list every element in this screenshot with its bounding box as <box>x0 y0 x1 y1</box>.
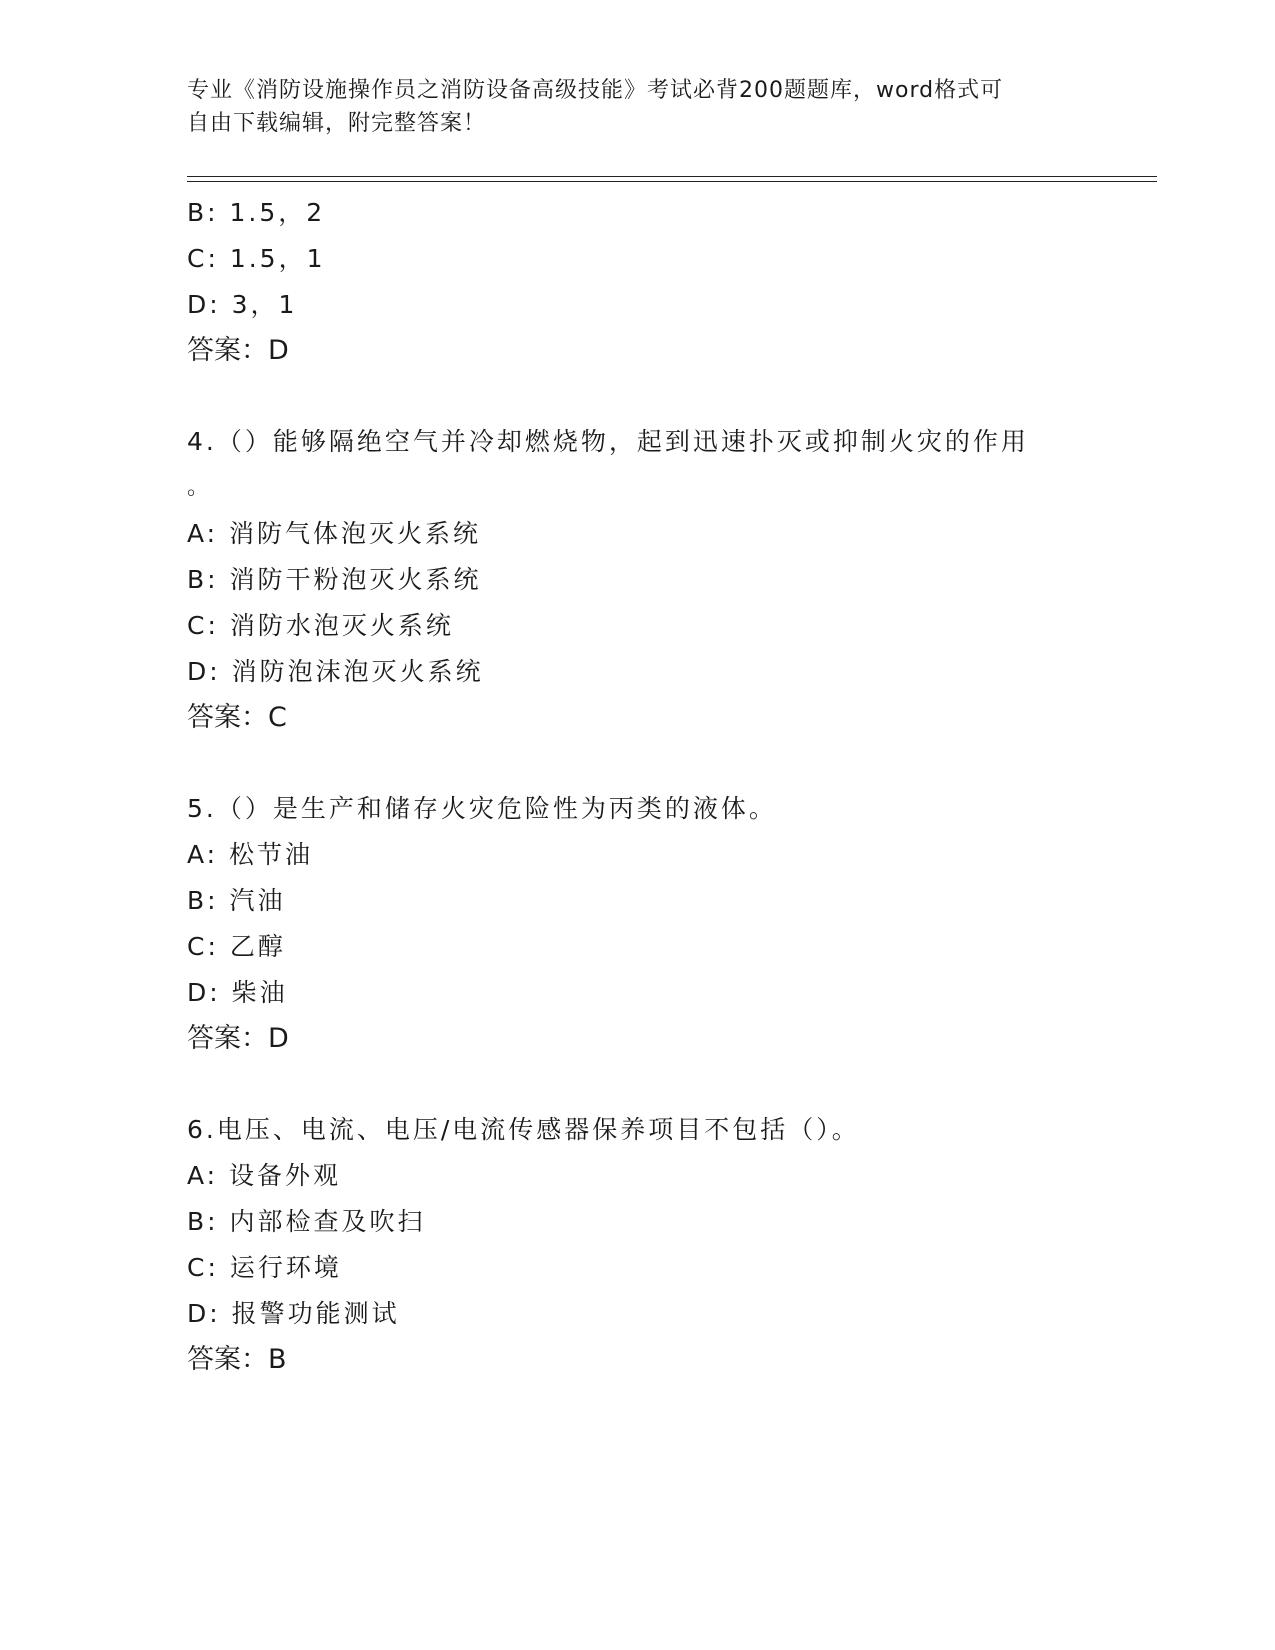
option-c: C: 乙醇 <box>187 932 286 961</box>
spacer <box>187 741 1147 786</box>
option-d: D: 报警功能测试 <box>187 1299 400 1328</box>
question-5 <box>187 786 1147 1062</box>
answer: 答案：D <box>187 335 289 366</box>
header-divider-top <box>187 176 1157 177</box>
option-d: D: 柴油 <box>187 978 288 1007</box>
question-content <box>187 190 1147 1383</box>
option-d: D: 3，1 <box>187 290 298 319</box>
option-c: C: 消防水泡灭火系统 <box>187 611 454 640</box>
option-c: C: 运行环境 <box>187 1253 342 1282</box>
option-d: D: 消防泡沫泡灭火系统 <box>187 657 484 686</box>
question-6 <box>187 1107 1147 1383</box>
continued-question <box>187 190 1147 374</box>
question-text: 5.（）是生产和储存火灾危险性为丙类的液体。 <box>187 794 777 823</box>
option-b: B: 汽油 <box>187 886 286 915</box>
option-a: A: 松节油 <box>187 840 314 869</box>
answer: 答案：B <box>187 1344 287 1375</box>
question-4 <box>187 419 1147 741</box>
option-a: A: 消防气体泡灭火系统 <box>187 519 482 548</box>
option-b: B: 内部检查及吹扫 <box>187 1207 426 1236</box>
header-line-1: 专业《消防设施操作员之消防设备高级技能》考试必背200题题库，word格式可 <box>187 78 1004 103</box>
spacer <box>187 1062 1147 1107</box>
option-b: B: 1.5，2 <box>187 198 326 227</box>
answer: 答案：C <box>187 702 287 733</box>
spacer <box>187 374 1147 419</box>
question-text: 4.（）能够隔绝空气并冷却燃烧物，起到迅速扑灭或抑制火灾的作用 <box>187 427 1029 456</box>
question-text: 6.电压、电流、电压/电流传感器保养项目不包括（）。 <box>187 1115 860 1144</box>
header-divider-bottom <box>187 181 1157 182</box>
question-text-continued: 。 <box>187 475 210 500</box>
document-header <box>187 74 1067 140</box>
header-line-2: 自由下载编辑，附完整答案！ <box>187 111 487 136</box>
option-b: B: 消防干粉泡灭火系统 <box>187 565 482 594</box>
answer: 答案：D <box>187 1023 289 1054</box>
option-c: C: 1.5，1 <box>187 244 326 273</box>
option-a: A: 设备外观 <box>187 1161 342 1190</box>
